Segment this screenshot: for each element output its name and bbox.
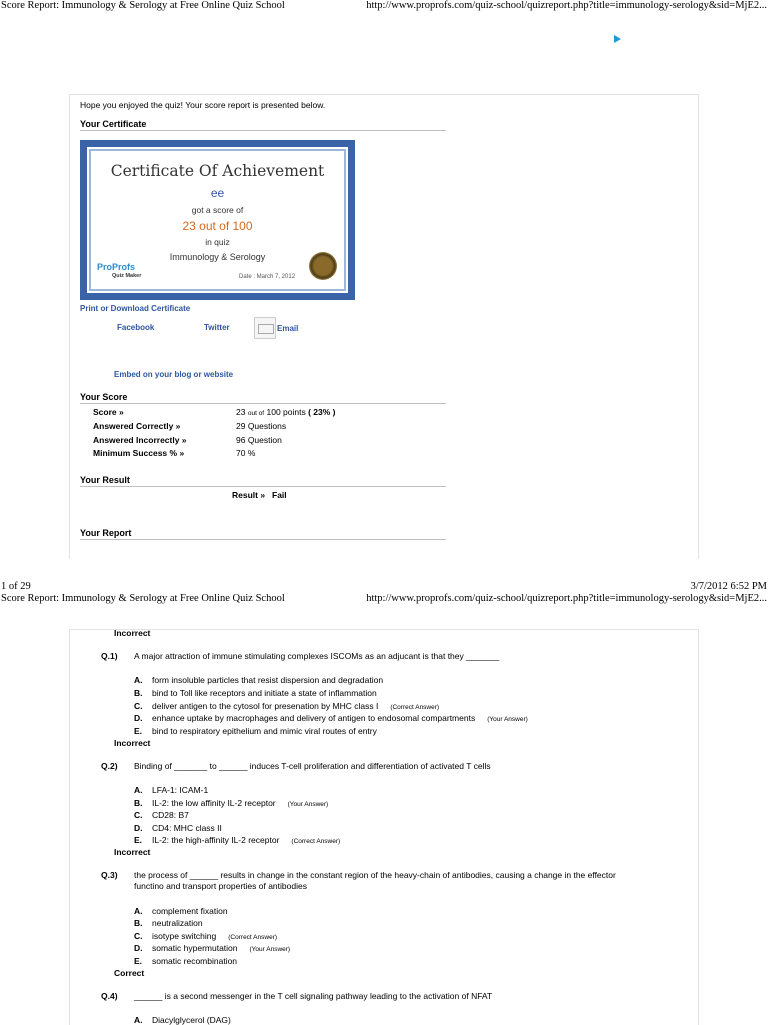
answered-correctly-value: 29 Questions: [236, 421, 287, 431]
certificate-image[interactable]: [80, 140, 355, 300]
answered-correctly-label: Answered Correctly »: [93, 421, 181, 431]
print-timestamp: 3/7/2012 6:52 PM: [690, 581, 767, 592]
question-text: ______ is a second messenger in the T cell signaling pathway leading to the activation of NFAT: [134, 991, 493, 1001]
page-header: [0, 593, 768, 607]
proprofs-logo-sub: Quiz Maker: [112, 273, 142, 279]
question-number: Q.4): [101, 991, 118, 1001]
page-title: Score Report: Immunology & Serology at Free Online Quiz School: [1, 593, 285, 604]
question-number: Q.1): [101, 651, 118, 661]
question-text: the process of ______ results in change in the constant region of the heavy-chain of antibodies, causing a change in the effector: [134, 870, 616, 880]
certificate-line2: in quiz: [205, 237, 230, 247]
status-label: Incorrect: [114, 628, 151, 638]
proprofs-logo: ProProfs: [97, 262, 136, 272]
certificate-line1: got a score of: [191, 205, 244, 215]
page-header: [0, 0, 768, 14]
result-label: Result »: [232, 490, 266, 500]
print-certificate-link[interactable]: Print or Download Certificate: [80, 304, 191, 313]
minimum-success-value: 70 %: [236, 448, 256, 458]
score-heading: Your Score: [80, 392, 446, 404]
page-title: Score Report: Immunology & Serology at Free Online Quiz School: [1, 0, 285, 11]
question-number: Q.3): [101, 870, 118, 880]
certificate-score: 23 out of 100: [182, 219, 253, 233]
email-icon[interactable]: [254, 317, 276, 339]
page-url[interactable]: http://www.proprofs.com/quiz-school/quizreport.php?title=immunology-serology&sid=MjE2...: [366, 0, 767, 11]
answered-incorrectly-value: 96 Question: [236, 435, 282, 445]
question-text: A major attraction of immune stimulating complexes ISCOMs as an adjucant is that they _______: [134, 651, 500, 661]
intro-text: Hope you enjoyed the quiz! Your score report is presented below.: [80, 100, 326, 110]
email-link[interactable]: Email: [277, 324, 299, 333]
status-label: Incorrect: [114, 738, 151, 748]
result-value: Fail: [272, 490, 287, 500]
score-label: Score »: [93, 407, 124, 417]
facebook-link[interactable]: Facebook: [117, 323, 155, 332]
ad-banner[interactable]: [145, 30, 622, 94]
report-heading: Your Report: [80, 528, 446, 540]
embed-link[interactable]: Embed on your blog or website: [114, 370, 234, 379]
question-text-cont: functino and transport properties of antibodies: [134, 881, 307, 891]
page-number: 1 of 29: [1, 581, 31, 592]
status-label: Incorrect: [114, 847, 151, 857]
certificate-date: Date : March 7, 2012: [239, 274, 296, 280]
certificate-quiz: Immunology & Serology: [169, 252, 266, 262]
question-text: Binding of _______ to ______ induces T-cell proliferation and differentiation of activated T cells: [134, 761, 491, 771]
seal-icon: [309, 252, 337, 280]
score-value: 23 out of 100 points ( 23% ): [236, 407, 336, 417]
result-heading: Your Result: [80, 475, 446, 487]
certificate-heading: Your Certificate: [80, 119, 446, 131]
twitter-link[interactable]: Twitter: [204, 323, 230, 332]
minimum-success-label: Minimum Success % »: [93, 448, 185, 458]
page-url[interactable]: http://www.proprofs.com/quiz-school/quizreport.php?title=immunology-serology&sid=MjE2...: [366, 593, 767, 604]
answered-incorrectly-label: Answered Incorrectly »: [93, 435, 187, 445]
ad-choices-icon[interactable]: [614, 35, 621, 43]
status-label: Correct: [114, 968, 145, 978]
certificate-name: ee: [210, 186, 225, 200]
question-number: Q.2): [101, 761, 118, 771]
certificate-title: Certificate Of Achievement: [110, 162, 325, 180]
